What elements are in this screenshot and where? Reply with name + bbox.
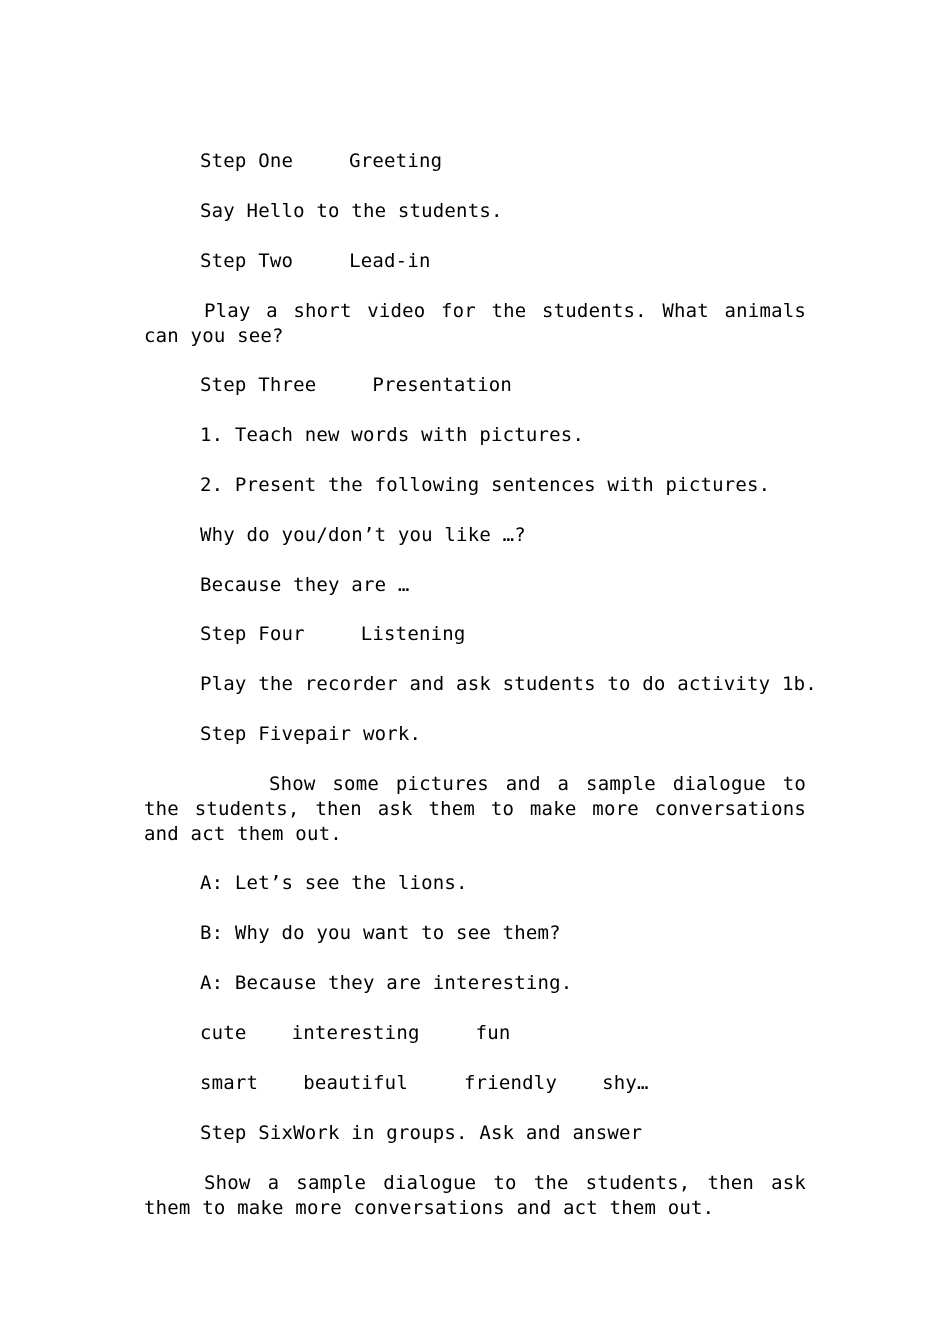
- adjectives-row-1: [200, 1021, 511, 1046]
- step-two-heading: [200, 249, 431, 274]
- step-four-heading: [200, 622, 466, 647]
- adjective-word: cute: [200, 1022, 247, 1044]
- dialog-a2-line: A: Because they are interesting.: [200, 972, 573, 994]
- step-four-label: Step Four: [200, 623, 305, 645]
- step-one-title: Greeting: [349, 150, 443, 172]
- step-five-heading: Step Fivepair work.: [200, 723, 422, 745]
- step-three-title: Presentation: [372, 374, 513, 396]
- dialog-a1-line: A: Let’s see the lions.: [200, 872, 468, 894]
- say-hello-line: Say Hello to the students.: [200, 200, 503, 222]
- adjective-word: fun: [475, 1022, 511, 1044]
- step-three-label: Step Three: [200, 374, 317, 396]
- adjectives-row-2: [200, 1071, 649, 1096]
- play-video-paragraph: Play a short video for the students. What animals can you see?: [144, 300, 806, 347]
- step-two-title: Lead-in: [349, 250, 431, 272]
- dialog-b1-line: B: Why do you want to see them?: [200, 922, 561, 944]
- play-recorder-line: Play the recorder and ask students to do activity 1b.: [200, 673, 817, 695]
- step-three-heading: [200, 373, 512, 398]
- present-sentences-line: 2. Present the following sentences with pictures.: [200, 474, 771, 496]
- adjective-word: beautiful: [303, 1072, 408, 1094]
- adjective-word: interesting: [291, 1022, 420, 1044]
- adjective-word: shy…: [602, 1072, 649, 1094]
- adjective-word: friendly: [463, 1072, 558, 1094]
- because-line: Because they are …: [200, 574, 410, 596]
- step-six-heading: Step SixWork in groups. Ask and answer: [200, 1122, 643, 1144]
- adjective-word: smart: [200, 1072, 259, 1094]
- teach-words-line: 1. Teach new words with pictures.: [200, 424, 585, 446]
- step-two-label: Step Two: [200, 250, 294, 272]
- step-one-heading: [200, 149, 442, 174]
- show-pictures-paragraph: Show some pictures and a sample dialogue to the students, then ask them to make more conversations and act them out.: [144, 773, 806, 845]
- why-like-line: Why do you/don’t you like …?: [200, 524, 526, 546]
- show-sample-paragraph: Show a sample dialogue to the students, then ask them to make more conversations and act them out.: [144, 1172, 806, 1219]
- step-one-label: Step One: [200, 150, 294, 172]
- step-four-title: Listening: [360, 623, 466, 645]
